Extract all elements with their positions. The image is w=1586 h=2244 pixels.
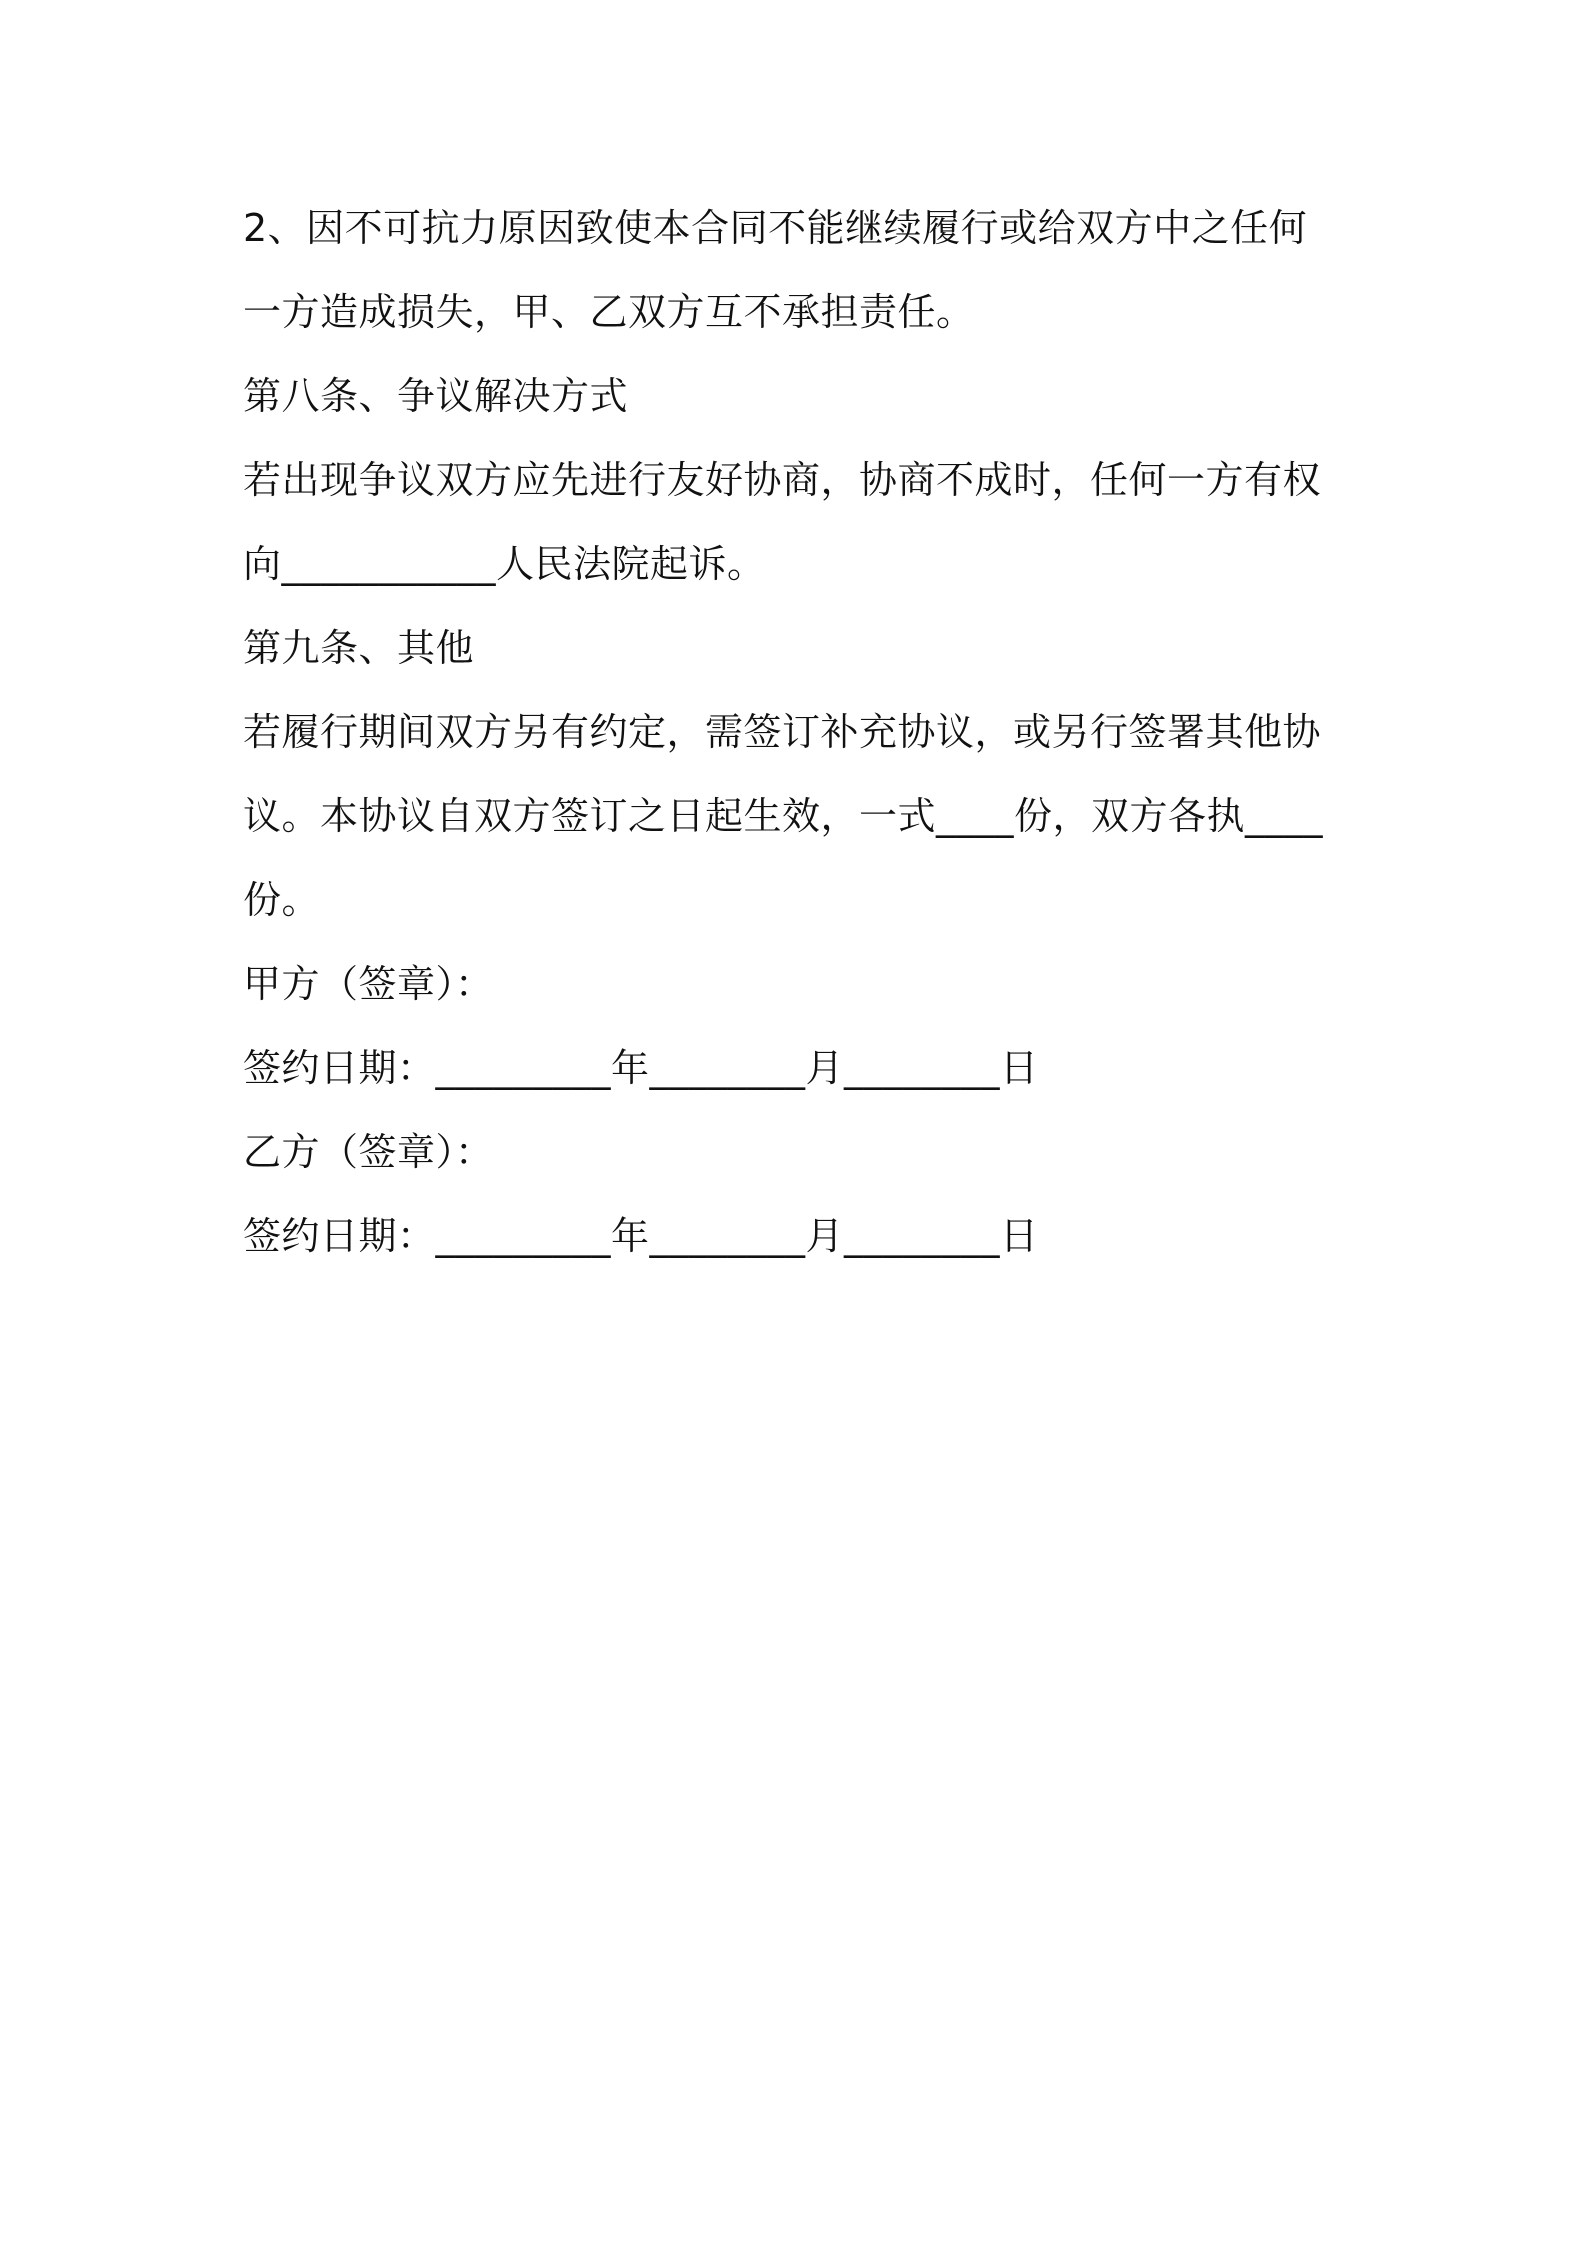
party-a-signature-label: 甲方（签章）： (243, 962, 494, 1006)
party-b-signing-date: 签约日期：_________年________月________日 (243, 1214, 1039, 1258)
article-9-text-line-2: 议。本协议自双方签订之日起生效，一式____份，双方各执____ (243, 794, 1324, 838)
article-9-heading: 第九条、其他 (243, 626, 475, 670)
clause-force-majeure-line-2: 一方造成损失，甲、乙双方互不承担责任。 (243, 290, 975, 334)
article-9-text-line-3: 份。 (243, 878, 321, 922)
article-9-text-line-1: 若履行期间双方另有约定，需签订补充协议，或另行签署其他协 (243, 710, 1322, 754)
article-8-heading: 第八条、争议解决方式 (243, 374, 629, 418)
party-b-signature-label: 乙方（签章）： (243, 1130, 494, 1174)
article-8-text-line-1: 若出现争议双方应先进行友好协商，协商不成时，任何一方有权 (243, 458, 1322, 502)
party-a-signing-date: 签约日期：_________年________月________日 (243, 1046, 1039, 1090)
article-8-text-line-2: 向___________人民法院起诉。 (243, 542, 766, 586)
clause-force-majeure-line-1: 2、因不可抗力原因致使本合同不能继续履行或给双方中之任何 (243, 206, 1308, 250)
